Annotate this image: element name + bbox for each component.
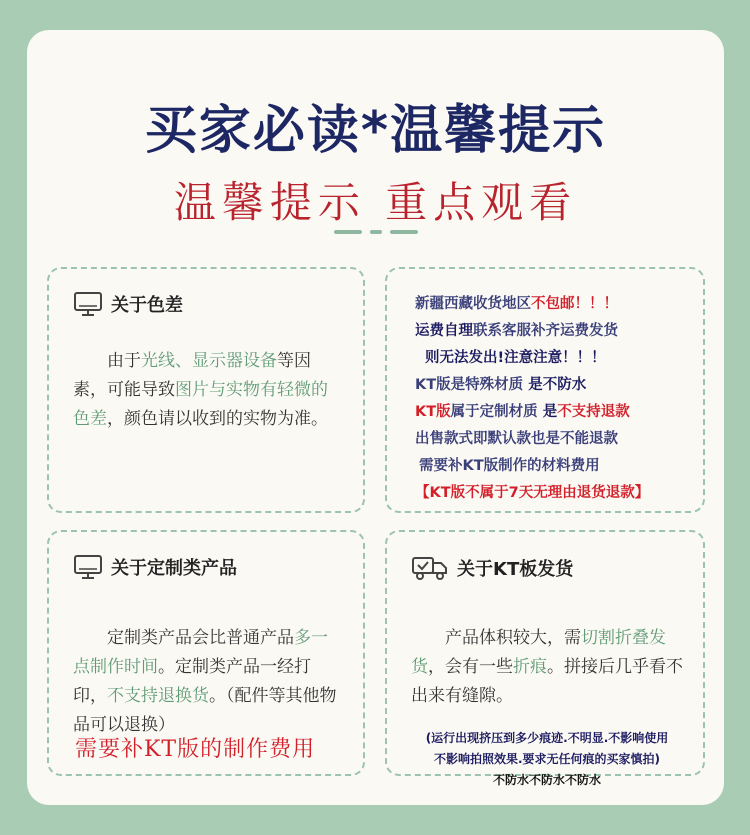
main-card — [27, 30, 724, 805]
notice-line-5: KT版属于定制材质 是不支持退款 — [415, 404, 630, 420]
custom-products-heading: 关于定制类产品 — [111, 554, 237, 580]
notice-line-7: 需要补KT版制作的材料费用 — [419, 458, 600, 474]
color-difference-box — [47, 267, 365, 513]
kt-shipping-box — [385, 530, 705, 787]
page-subtitle: 温馨提示 重点观看 — [173, 178, 578, 227]
color-difference-header — [73, 291, 183, 317]
divider — [27, 230, 724, 234]
page-title: 买家必读*温馨提示 — [144, 101, 607, 161]
shipping-notice-box — [385, 267, 705, 513]
shipping-notice-text — [415, 291, 695, 507]
custom-products-header — [73, 554, 237, 580]
kt-shipping-note — [401, 728, 693, 791]
notice-line-6: 出售款式即默认款也是不能退款 — [415, 431, 618, 447]
kt-shipping-text: 产品体积较大，需切割折叠发货，会有一些折痕。拼接后几乎看不出来有缝隙。 — [411, 628, 683, 706]
custom-products-box — [47, 530, 365, 776]
kt-shipping-header — [411, 554, 573, 582]
notice-line-4: KT版是特殊材质 是不防水 — [415, 377, 587, 393]
color-difference-text: 由于光线、显示器设备等因素，可能导致图片与实物有轻微的色差，颜色请以收到的实物为准。 — [73, 351, 328, 429]
kt-note-line-2: 不影响拍照效果.要求无任何痕的买家慎拍) — [433, 752, 661, 766]
notice-line-1: 新疆西藏收货地区不包邮！！！ — [415, 296, 618, 312]
kt-shipping-heading: 关于KT板发货 — [457, 555, 573, 581]
kt-fee-note: 需要补KT版的制作费用 — [75, 737, 316, 762]
kt-note-line-3: 不防水不防水不防水 — [492, 773, 601, 787]
kt-note-line-1: (运行出现挤压到多少痕迹.不明显.不影响使用 — [425, 731, 669, 745]
monitor-icon — [73, 554, 103, 580]
monitor-icon — [73, 291, 103, 317]
color-difference-heading: 关于色差 — [111, 291, 183, 317]
delivery-truck-icon — [411, 554, 449, 582]
custom-products-text: 定制类产品会比普通产品多一点制作时间。定制类产品一经打印，不支持退换货。（配件等其他物品可以退换） — [73, 628, 337, 735]
notice-line-3: 则无法发出!注意注意！！！ — [425, 350, 606, 366]
notice-line-8: 【KT版不属于7天无理由退货退款】 — [415, 485, 650, 501]
notice-line-2: 运费自理联系客服补齐运费发货 — [415, 323, 618, 339]
